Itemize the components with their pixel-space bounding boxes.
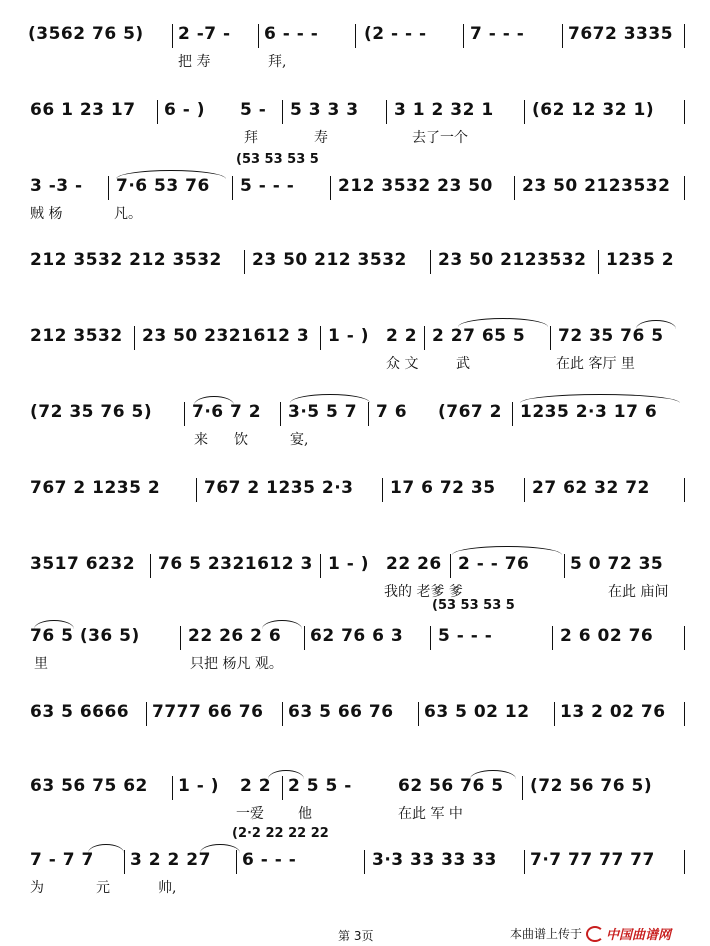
measure: 5 3 3 3 <box>290 100 359 120</box>
measure: 2 2 <box>240 776 272 796</box>
measure: 23 50 2123532 <box>438 250 587 270</box>
site-logo[interactable] <box>586 924 671 943</box>
measure: 1 - ) <box>178 776 219 796</box>
measure: 63 56 75 62 <box>30 776 148 796</box>
lyrics-line <box>0 803 710 823</box>
measure: 2 - - 76 <box>458 554 530 574</box>
measure: 23 50 2123532 <box>522 176 671 196</box>
bar-line <box>134 326 135 350</box>
bar-line <box>124 850 125 874</box>
bar-line <box>430 250 431 274</box>
lyric: 我的 老爹 爹 <box>384 584 463 600</box>
measure: 7777 66 76 <box>152 702 264 722</box>
measure: (767 2 <box>438 402 503 422</box>
lyric: 拜 <box>244 130 258 146</box>
measure: 3 -3 - <box>30 176 83 196</box>
measure: 5 0 72 35 <box>570 554 664 574</box>
bar-line <box>157 100 158 124</box>
bar-line <box>684 850 685 874</box>
bar-line <box>304 626 305 650</box>
notes-line <box>0 702 710 726</box>
measure: 3 1 2 32 1 <box>394 100 494 120</box>
lyric: 里 <box>34 656 48 672</box>
lyric: 他 <box>298 806 312 822</box>
measure: 63 5 66 76 <box>288 702 394 722</box>
measure: 767 2 1235 2·3 <box>204 478 354 498</box>
bar-line <box>108 176 109 200</box>
bar-line <box>524 850 525 874</box>
measure: 212 3532 23 50 <box>338 176 493 196</box>
lyric: 只把 杨凡 观。 <box>190 656 283 672</box>
lyric: 在此 军 中 <box>398 806 463 822</box>
measure: 2 27 65 5 <box>432 326 526 346</box>
measure: (3562 76 5) <box>28 24 144 44</box>
lyrics-line <box>0 877 710 897</box>
bar-line <box>554 702 555 726</box>
measure: (72 35 76 5) <box>30 402 153 422</box>
bar-line <box>232 176 233 200</box>
lyrics-line <box>0 429 710 449</box>
lyrics-line <box>0 127 710 147</box>
bar-line <box>282 702 283 726</box>
bar-line <box>386 100 387 124</box>
measure: 6 - ) <box>164 100 205 120</box>
lyrics-line <box>0 581 710 601</box>
notes-line <box>0 402 710 426</box>
measure: (72 56 76 5) <box>530 776 653 796</box>
measure: 76 5 (36 5) <box>30 626 140 646</box>
lyric: 来 <box>194 432 208 448</box>
bar-line <box>382 478 383 502</box>
upload-text: 本曲谱上传于 <box>510 927 583 941</box>
measure: 1235 2 <box>606 250 675 270</box>
bar-line <box>280 402 281 426</box>
notes-line <box>0 554 710 578</box>
measure: 6 - - - <box>264 24 319 44</box>
bar-line <box>172 24 173 48</box>
bar-line <box>320 326 321 350</box>
measure: 13 2 02 76 <box>560 702 666 722</box>
measure: 7·6 7 2 <box>192 402 262 422</box>
measure: 66 1 23 17 <box>30 100 136 120</box>
bar-line <box>684 100 685 124</box>
lyric: 元 <box>96 880 110 896</box>
measure: 7·7 77 77 77 <box>530 850 655 870</box>
notes-line <box>0 24 710 48</box>
bar-line <box>172 776 173 800</box>
bar-line <box>146 702 147 726</box>
bar-line <box>524 100 525 124</box>
measure: 7·6 53 76 <box>116 176 210 196</box>
annotation: (53 53 53 5 <box>236 152 319 167</box>
notes-line <box>0 850 710 874</box>
measure: 23 50 212 3532 <box>252 250 407 270</box>
lyric: 宴, <box>290 432 309 448</box>
measure: 2 6 02 76 <box>560 626 654 646</box>
notes-line <box>0 100 710 124</box>
bar-line <box>684 626 685 650</box>
bar-line <box>418 702 419 726</box>
lyric: 在此 客厅 里 <box>556 356 635 372</box>
lyrics-line <box>0 51 710 71</box>
measure: 3·5 5 7 <box>288 402 358 422</box>
measure: 2 -7 - <box>178 24 231 44</box>
bar-line <box>184 402 185 426</box>
bar-line <box>684 24 685 48</box>
bar-line <box>564 554 565 578</box>
measure: 3517 6232 <box>30 554 136 574</box>
lyric: 饮 <box>234 432 248 448</box>
lyric: 贼 杨 <box>30 206 63 222</box>
lyric: 凡。 <box>114 206 142 222</box>
bar-line <box>368 402 369 426</box>
bar-line <box>450 554 451 578</box>
lyric: 为 <box>30 880 44 896</box>
bar-line <box>524 478 525 502</box>
measure: 27 62 32 72 <box>532 478 650 498</box>
measure: 22 26 <box>386 554 442 574</box>
lyrics-line <box>0 653 710 673</box>
measure: 2 5 5 - <box>288 776 352 796</box>
lyric: 帅, <box>158 880 177 896</box>
measure: 2 2 <box>386 326 418 346</box>
notes-line <box>0 776 710 800</box>
bar-line <box>364 850 365 874</box>
lyric: 把 寿 <box>178 54 211 70</box>
bar-line <box>684 702 685 726</box>
lyric: 拜, <box>268 54 287 70</box>
measure: 1235 2·3 17 6 <box>520 402 658 422</box>
bar-line <box>522 776 523 800</box>
bar-line <box>684 478 685 502</box>
annotation: (53 53 53 5 <box>432 598 515 613</box>
notes-line <box>0 626 710 650</box>
notes-line <box>0 176 710 200</box>
measure: 62 56 76 5 <box>398 776 504 796</box>
measure: 212 3532 212 3532 <box>30 250 222 270</box>
bar-line <box>550 326 551 350</box>
measure: 3 2 2 27 <box>130 850 211 870</box>
lyric: 一爱 <box>236 806 264 822</box>
bar-line <box>282 776 283 800</box>
bar-line <box>552 626 553 650</box>
bar-line <box>236 850 237 874</box>
bar-line <box>150 554 151 578</box>
measure: 72 35 76 5 <box>558 326 664 346</box>
measure: 63 5 6666 <box>30 702 130 722</box>
measure: 1 - ) <box>328 326 369 346</box>
bar-line <box>355 24 356 48</box>
bar-line <box>196 478 197 502</box>
page-number: 第 3页 <box>338 929 374 943</box>
measure: 63 5 02 12 <box>424 702 530 722</box>
measure: 767 2 1235 2 <box>30 478 161 498</box>
measure: (2 - - - <box>364 24 427 44</box>
bar-line <box>512 402 513 426</box>
site-logo-icon <box>586 926 604 942</box>
lyric: 去了一个 <box>412 130 468 146</box>
measure: 7 - - - <box>470 24 525 44</box>
measure: 7672 3335 <box>568 24 674 44</box>
upload-credit <box>510 924 671 943</box>
bar-line <box>684 176 685 200</box>
bar-line <box>562 24 563 48</box>
measure: 7 6 <box>376 402 408 422</box>
lyric: 在此 庙间 <box>608 584 669 600</box>
notes-line <box>0 326 710 350</box>
measure: 17 6 72 35 <box>390 478 496 498</box>
bar-line <box>258 24 259 48</box>
lyrics-line <box>0 353 710 373</box>
bar-line <box>598 250 599 274</box>
bar-line <box>282 100 283 124</box>
bar-line <box>180 626 181 650</box>
bar-line <box>430 626 431 650</box>
measure: 76 5 2321612 3 <box>158 554 313 574</box>
measure: 7 - 7 7 <box>30 850 94 870</box>
bar-line <box>463 24 464 48</box>
annotation: (2·2 22 22 22 <box>232 826 329 841</box>
measure: 5 - - - <box>438 626 493 646</box>
measure: 22 26 2 6 <box>188 626 282 646</box>
bar-line <box>330 176 331 200</box>
bar-line <box>514 176 515 200</box>
bar-line <box>244 250 245 274</box>
lyric: 武 <box>456 356 470 372</box>
lyrics-line <box>0 203 710 223</box>
lyric: 寿 <box>314 130 328 146</box>
measure: 6 - - - <box>242 850 297 870</box>
bar-line <box>424 326 425 350</box>
bar-line <box>320 554 321 578</box>
measure: 62 76 6 3 <box>310 626 404 646</box>
notes-line <box>0 250 710 274</box>
measure: 3·3 33 33 33 <box>372 850 497 870</box>
site-logo-text: 中国曲谱网 <box>606 928 672 943</box>
lyric: 众 文 <box>386 356 419 372</box>
measure: 5 - <box>240 100 267 120</box>
notes-line <box>0 478 710 502</box>
measure: 1 - ) <box>328 554 369 574</box>
measure: (62 12 32 1) <box>532 100 655 120</box>
measure: 5 - - - <box>240 176 295 196</box>
measure: 212 3532 <box>30 326 123 346</box>
measure: 23 50 2321612 3 <box>142 326 310 346</box>
